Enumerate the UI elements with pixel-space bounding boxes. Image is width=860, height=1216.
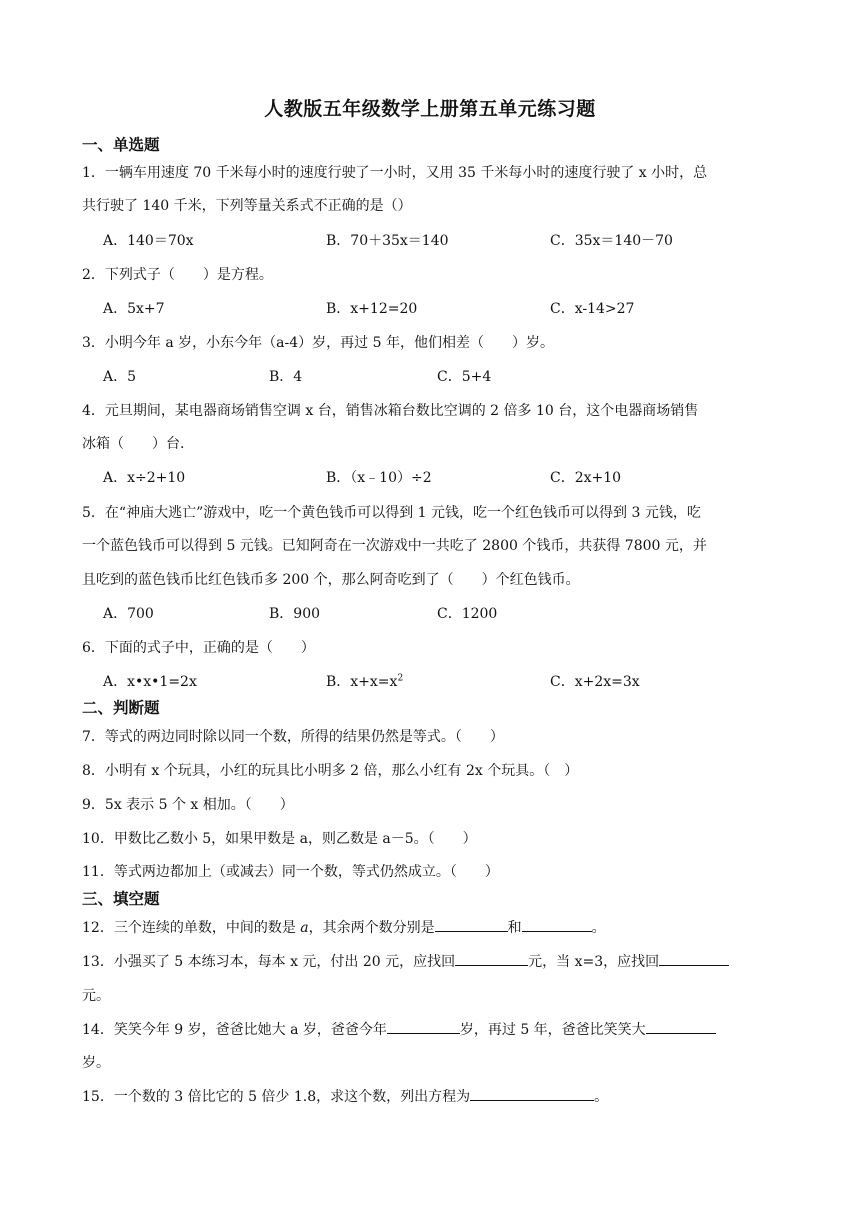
question-6-option-b-base: B．x+x=x — [326, 674, 398, 690]
section-heading-single-choice: 一、单选题 — [82, 136, 160, 154]
question-2-option-b: B．x+12=20 — [326, 301, 418, 317]
question-12-blank-1[interactable] — [435, 917, 508, 932]
question-15 — [82, 1086, 608, 1106]
page-title: 人教版五年级数学上册第五单元练习题 — [264, 98, 596, 120]
question-15-blank[interactable] — [470, 1086, 594, 1101]
question-4-option-a: A．x÷2+10 — [103, 470, 186, 486]
question-3-line-1: 3．小明今年 a 岁，小东今年（a-4）岁，再过 5 年，他们相差（ ）岁。 — [82, 335, 554, 351]
question-4-option-b: B．（x﹣10）÷2 — [326, 470, 432, 486]
question-2-option-c: C．x-14>27 — [550, 301, 635, 317]
section-heading-true-false: 二、判断题 — [82, 699, 160, 717]
question-4-line-2: 冰箱（ ）台. — [82, 436, 185, 452]
question-12-text-3: 和 — [507, 920, 522, 936]
question-6-line-1: 6．下面的式子中，正确的是（ ） — [82, 640, 315, 656]
question-14-text-2: 岁，再过 5 年，爸爸比笑笑大 — [459, 1022, 646, 1038]
question-3-option-a: A．5 — [103, 369, 137, 385]
question-10: 10．甲数比乙数小 5，如果甲数是 a，则乙数是 a－5。（ ） — [82, 831, 477, 847]
question-12-text-2: ，其余两个数分别是 — [308, 920, 435, 936]
question-5-option-c: C．1200 — [437, 606, 498, 622]
question-6-option-a: A．x•x•1=2x — [103, 674, 197, 690]
question-13-text-1: 13．小强买了 5 本练习本，每本 x 元，付出 20 元，应找回 — [82, 954, 456, 970]
question-5-line-2: 一个蓝色钱币可以得到 5 元钱。已知阿奇在一次游戏中一共吃了 2800 个钱币，共获得 7800 元，并 — [82, 538, 707, 554]
question-6-option-b — [326, 671, 403, 691]
question-14-blank-1[interactable] — [387, 1019, 460, 1034]
question-1-line-1: 1．一辆车用速度 70 千米每小时的速度行驶了一小时，又用 35 千米每小时的速度行驶了 x 小时，总 — [82, 165, 708, 181]
question-14-line-2: 岁。 — [82, 1055, 110, 1071]
question-5-option-a: A．700 — [103, 606, 154, 622]
question-12-text-4: 。 — [591, 920, 606, 936]
question-5-line-1: 5．在“神庙大逃亡”游戏中，吃一个黄色钱币可以得到 1 元钱，吃一个红色钱币可以得到 3 元钱，吃 — [82, 505, 701, 521]
question-8: 8．小明有 x 个玩具，小红的玩具比小明多 2 倍，那么小红有 2x 个玩具。（ ） — [82, 763, 579, 779]
question-5-line-3: 且吃到的蓝色钱币比红色钱币多 200 个，那么阿奇吃到了（ ）个红色钱币。 — [82, 572, 580, 588]
question-15-text-2: 。 — [594, 1089, 609, 1105]
question-3-option-c: C．5+4 — [437, 369, 492, 385]
question-2-line-1: 2．下列式子（ ）是方程。 — [82, 267, 273, 283]
question-11: 11．等式两边都加上（或减去）同一个数，等式仍然成立。（ ） — [82, 864, 499, 880]
question-2-option-a: A．5x+7 — [103, 301, 165, 317]
question-1-option-c: C．35x＝140－70 — [550, 233, 673, 249]
question-14-line-1 — [82, 1019, 716, 1039]
question-1-option-a: A．140＝70x — [103, 233, 194, 249]
question-13-line-1 — [82, 951, 729, 971]
question-12-text-1: 12．三个连续的单数，中间的数是 — [82, 920, 301, 936]
question-15-text-1: 15．一个数的 3 倍比它的 5 倍少 1.8，求这个数，列出方程为 — [82, 1089, 471, 1105]
question-6-option-c: C．x+2x=3x — [550, 674, 640, 690]
section-heading-fill-blank: 三、填空题 — [82, 890, 160, 908]
question-14-text-1: 14．笑笑今年 9 岁，爸爸比她大 a 岁，爸爸今年 — [82, 1022, 387, 1038]
question-13-blank-1[interactable] — [455, 951, 528, 966]
question-3-option-b: B．4 — [269, 369, 303, 385]
question-4-line-1: 4．元旦期间，某电器商场销售空调 x 台，销售冰箱台数比空调的 2 倍多 10 台，这个电器商场销售 — [82, 403, 699, 419]
question-7: 7．等式的两边同时除以同一个数，所得的结果仍然是等式。（ ） — [82, 729, 504, 745]
question-12-variable: a — [300, 920, 309, 936]
question-12 — [82, 917, 606, 937]
question-4-option-c: C．2x+10 — [550, 470, 622, 486]
question-1-option-b: B．70＋35x＝140 — [326, 233, 449, 249]
question-14-blank-2[interactable] — [646, 1019, 716, 1034]
question-13-line-2: 元。 — [82, 988, 110, 1004]
question-1-line-2: 共行驶了 140 千米，下列等量关系式不正确的是（） — [82, 198, 412, 214]
question-13-blank-2[interactable] — [659, 951, 729, 966]
question-12-blank-2[interactable] — [522, 917, 592, 932]
question-6-option-b-exponent: 2 — [397, 673, 404, 684]
question-9: 9．5x 表示 5 个 x 相加。（ ） — [82, 797, 294, 813]
question-5-option-b: B．900 — [269, 606, 321, 622]
question-13-text-2: 元，当 x=3，应找回 — [528, 954, 660, 970]
